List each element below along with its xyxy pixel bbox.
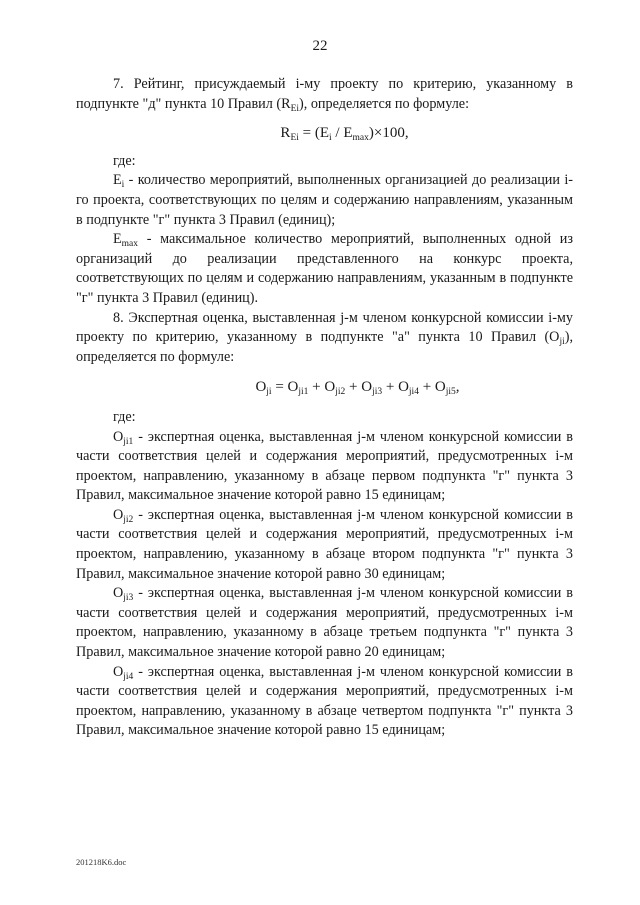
def-emax-sym: E	[113, 231, 122, 248]
formula1-ei-sub: i	[329, 133, 332, 144]
def-o1-text: - экспертная оценка, выставленная j-м членом конкурсной комиссии в части соответствия целей и содержания мероприятий, предусмотренных i-м проектом, направлению, указанному в абзаце первом подпункта "г" пункта 3 Правил, максимальное значение которой равно 15 единицам;	[76, 428, 573, 504]
definition-oji2	[76, 506, 573, 584]
def-o4-sub: ji4	[123, 671, 134, 682]
def-ei-sub: i	[121, 180, 125, 191]
f2-e4: +	[418, 379, 435, 396]
definition-oji1	[76, 428, 573, 506]
f2-e2: +	[345, 379, 362, 396]
where-label-2: где:	[113, 408, 136, 425]
formula-expert-score	[76, 367, 573, 408]
definition-emax	[76, 230, 573, 308]
f2-t3: O	[361, 379, 373, 396]
def-o2-sym: O	[113, 506, 124, 523]
definition-ei	[76, 171, 573, 230]
f2-t0: O	[255, 379, 267, 396]
def-emax-sub: max	[121, 239, 139, 250]
f2-e1: +	[308, 379, 325, 396]
f2-t4: O	[398, 379, 409, 396]
formula1-div: / E	[331, 125, 353, 142]
definition-oji4	[76, 663, 573, 741]
f2-e0: =	[271, 379, 288, 396]
document-body	[76, 75, 573, 741]
f2-s1: ji1	[298, 387, 309, 398]
definition-oji3	[76, 584, 573, 662]
def-o4-sym: O	[113, 663, 124, 680]
formula1-emax-sub: max	[352, 133, 369, 144]
def-ei-sym: E	[113, 172, 122, 189]
f2-e5: ,	[455, 379, 460, 396]
file-name-footer: 201218K6.doc	[76, 857, 127, 867]
formula1-lhs-sub: Ei	[290, 133, 299, 144]
def-emax-text: - максимальное количество мероприятий, выполненных одной из организаций до реализации представленного на конкурс проекта, соответствующих по целям и содержанию направлениям, указанным в подпункте "г" пункта 3 Правил (единиц).	[76, 231, 573, 306]
f2-e3: +	[382, 379, 399, 396]
f2-t1: O	[287, 379, 299, 396]
def-o2-sub: ji2	[123, 514, 134, 525]
def-o2-text: - экспертная оценка, выставленная j-м членом конкурсной комиссии в части соответствия целей и содержания мероприятий, предусмотренных i-м проектом, направлению, указанному в абзаце втором подпункта "г" пункта 3 Правил, максимальное значение которой равно 30 единицам;	[76, 506, 573, 582]
f2-s0: ji	[266, 387, 272, 398]
def-o1-sym: O	[113, 428, 124, 445]
p7-text: 7. Рейтинг, присуждаемый i-му проекту по критерию, указанному в подпункте "д" пункта 10 Правил (R	[76, 76, 573, 112]
page-number: 22	[312, 38, 328, 54]
p7-sub: Ei	[290, 103, 300, 114]
f2-t5: O	[434, 379, 446, 396]
where-label-1: где:	[113, 152, 136, 169]
def-o3-sub: ji3	[123, 593, 134, 604]
p8-text-end: ), определяется по формуле:	[76, 329, 573, 365]
f2-s2: ji2	[335, 387, 346, 398]
f2-s5: ji5	[445, 387, 456, 398]
formula1-lhs: R	[280, 125, 291, 142]
paragraph-7	[76, 75, 573, 114]
f2-s3: ji3	[372, 387, 383, 398]
p8-text: 8. Экспертная оценка, выставленная j-м членом конкурсной комиссии i-му проекту по критерию, указанному в подпункте "а" пункта 10 Правил (O	[76, 309, 573, 346]
f2-s4: ji4	[408, 387, 419, 398]
def-ei-text: - количество мероприятий, выполненных организацией до реализации i-го проекта, соответствующих по целям и содержанию направлениям, указанным в подпункте "г" пункта 3 Правил (единиц);	[76, 172, 573, 228]
def-o3-text: - экспертная оценка, выставленная j-м членом конкурсной комиссии в части соответствия целей и содержания мероприятий, предусмотренных i-м проектом, направлению, указанному в абзаце третьем подпункта "г" пункта 3 Правил, максимальное значение которой равно 20 единицам;	[76, 585, 573, 661]
def-o1-sub: ji1	[123, 436, 134, 447]
f2-t2: O	[324, 379, 336, 396]
formula1-tail: )×100,	[368, 125, 409, 142]
p7-text-end: ), определяется по формуле:	[299, 95, 470, 112]
formula-rating	[76, 114, 573, 152]
def-o4-text: - экспертная оценка, выставленная j-м членом конкурсной комиссии в части соответствия целей и содержания мероприятий, предусмотренных i-м проектом, направлению, указанному в абзаце четвертом подпункта "г" пункта 3 Правил, максимальное значение которой равно 15 единицам;	[76, 663, 573, 739]
p8-sub: ji	[559, 337, 565, 348]
paragraph-8	[76, 309, 573, 368]
formula1-eq: = (E	[298, 125, 330, 142]
def-o3-sym: O	[113, 585, 124, 602]
